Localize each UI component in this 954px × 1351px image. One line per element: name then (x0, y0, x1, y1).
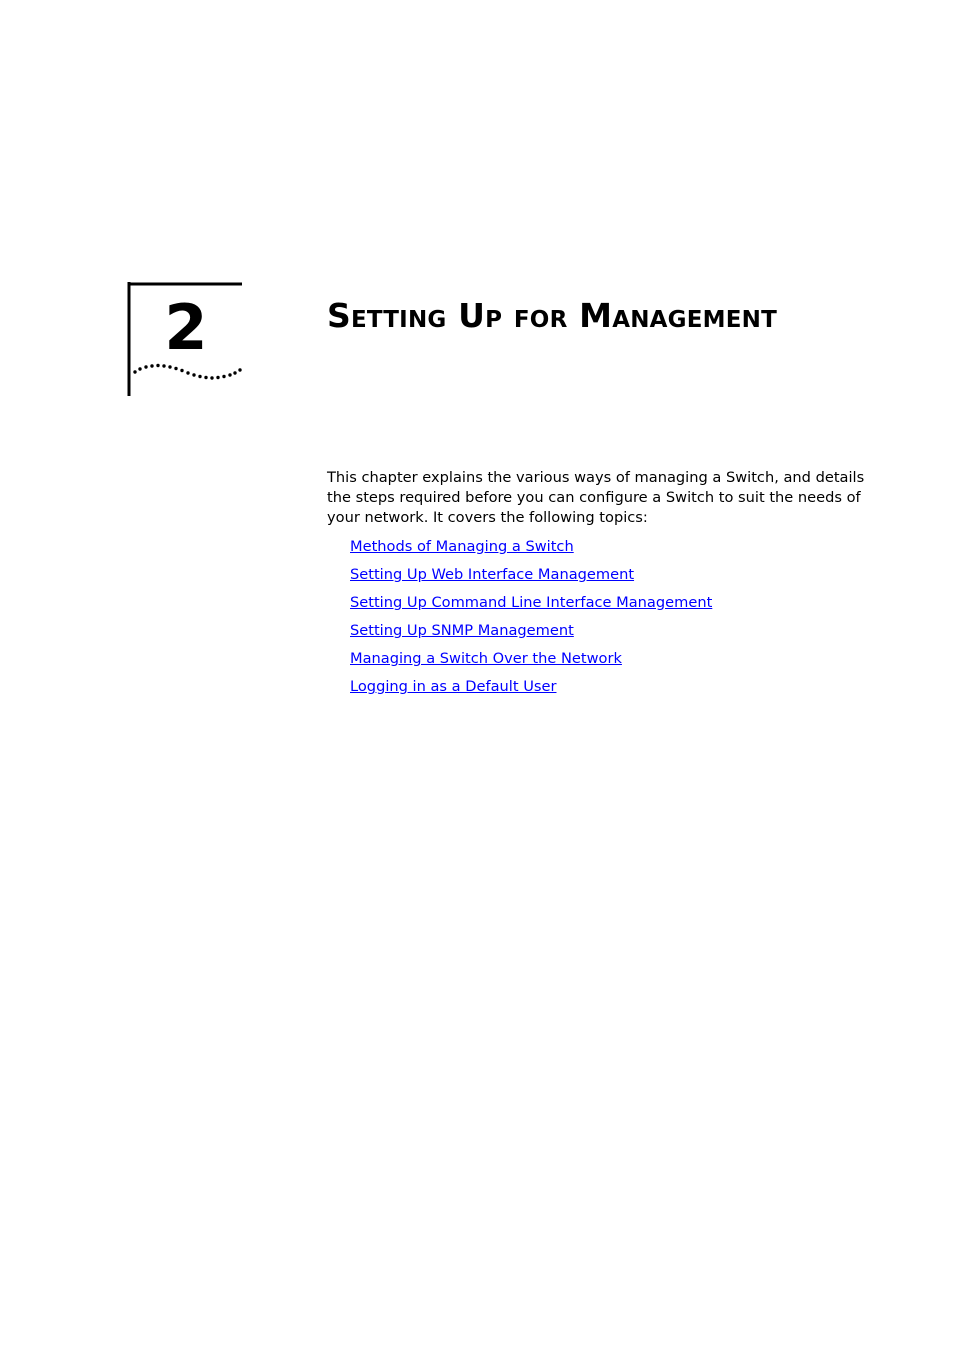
chapter-number-badge (127, 282, 249, 398)
topic-link-web-interface[interactable]: Setting Up Web Interface Management (350, 566, 635, 583)
topic-list (350, 536, 712, 704)
topic-link-default-user[interactable]: Logging in as a Default User (350, 678, 557, 695)
topic-link-snmp[interactable]: Setting Up SNMP Management (350, 622, 574, 639)
topic-link-methods-of-managing[interactable]: Methods of Managing a Switch (350, 538, 574, 555)
list-item (350, 620, 712, 648)
list-item (350, 648, 712, 676)
chapter-number: 2 (164, 291, 208, 364)
topic-link-over-network[interactable]: Managing a Switch Over the Network (350, 650, 622, 667)
list-item (350, 564, 712, 592)
chapter-title: Setting Up for Management (327, 296, 777, 335)
list-item (350, 536, 712, 564)
list-item (350, 676, 712, 704)
intro-paragraph: This chapter explains the various ways of managing a Switch, and details the steps required before you can configure a Switch to suit the needs of your network. It covers the following topics: (327, 469, 865, 526)
list-item (350, 592, 712, 620)
topic-link-command-line-interface[interactable]: Setting Up Command Line Interface Management (350, 594, 713, 611)
